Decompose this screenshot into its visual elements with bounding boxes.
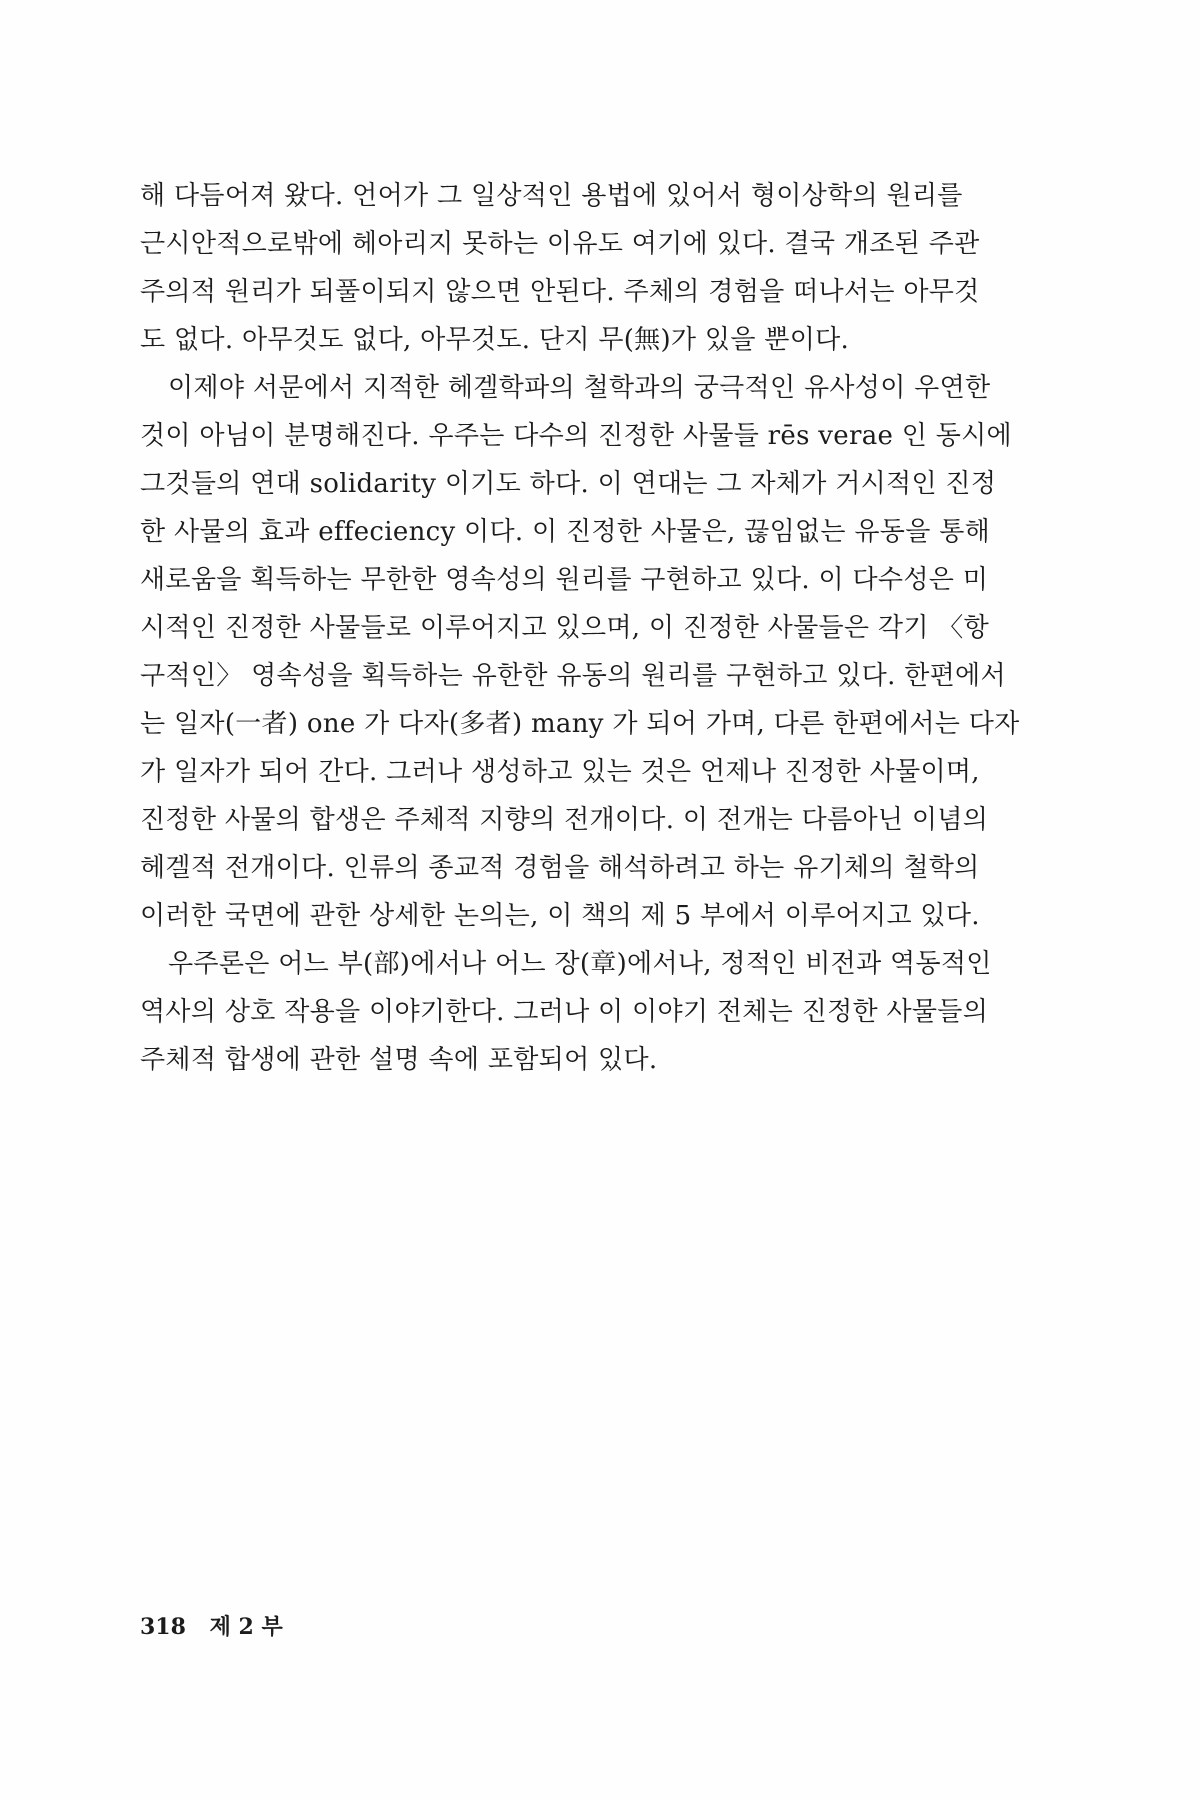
- text-line: 구적인〉 영속성을 획득하는 유한한 유동의 원리를 구현하고 있다. 한편에서: [140, 661, 1006, 691]
- text-line: 근시안적으로밖에 헤아리지 못하는 이유도 여기에 있다. 결국 개조된 주관: [140, 229, 980, 259]
- text-line: 이제야 서문에서 지적한 헤겔학파의 철학과의 궁극적인 유사성이 우연한: [168, 373, 991, 403]
- text-line: 주체적 합생에 관한 설명 속에 포함되어 있다.: [140, 1045, 658, 1075]
- paragraph-2: [140, 364, 1060, 940]
- text-line: 시적인 진정한 사물들로 이루어지고 있으며, 이 진정한 사물들은 각기 〈항: [140, 613, 990, 643]
- text-line: 헤겔적 전개이다. 인류의 종교적 경험을 해석하려고 하는 유기체의 철학의: [140, 853, 980, 883]
- text-line: 주의적 원리가 되풀이되지 않으면 안된다. 주체의 경험을 떠나서는 아무것: [140, 277, 980, 307]
- page-footer: [140, 1610, 283, 1641]
- text-line: 것이 아님이 분명해진다. 우주는 다수의 진정한 사물들 rēs verae 인 동시에: [140, 421, 1012, 451]
- paragraph-3: [140, 940, 1060, 1084]
- page-number: 318: [140, 1614, 186, 1640]
- text-line: 도 없다. 아무것도 없다, 아무것도. 단지 무(無)가 있을 뿐이다.: [140, 325, 850, 355]
- body-text: [140, 172, 1060, 1084]
- section-label: 제 2 부: [209, 1614, 283, 1640]
- text-line: 진정한 사물의 합생은 주체적 지향의 전개이다. 이 전개는 다름아닌 이념의: [140, 805, 989, 835]
- text-line: 역사의 상호 작용을 이야기한다. 그러나 이 이야기 전체는 진정한 사물들의: [140, 997, 989, 1027]
- text-line: 새로움을 획득하는 무한한 영속성의 원리를 구현하고 있다. 이 다수성은 미: [140, 565, 989, 595]
- text-line: 해 다듬어져 왔다. 언어가 그 일상적인 용법에 있어서 형이상학의 원리를: [140, 181, 963, 211]
- text-line: 한 사물의 효과 effeciency 이다. 이 진정한 사물은, 끊임없는 유동을 통해: [140, 517, 991, 547]
- text-line: 이러한 국면에 관한 상세한 논의는, 이 책의 제 5 부에서 이루어지고 있다.: [140, 901, 980, 931]
- text-line: 그것들의 연대 solidarity 이기도 하다. 이 연대는 그 자체가 거시적인 진정: [140, 469, 997, 499]
- text-line: 우주론은 어느 부(部)에서나 어느 장(章)에서나, 정적인 비전과 역동적인: [168, 949, 992, 979]
- text-line: 가 일자가 되어 간다. 그러나 생성하고 있는 것은 언제나 진정한 사물이며,: [140, 757, 980, 787]
- paragraph-1: [140, 172, 1060, 364]
- text-line: 는 일자(一者) one 가 다자(多者) many 가 되어 가며, 다른 한편에서는 다자: [140, 709, 1020, 739]
